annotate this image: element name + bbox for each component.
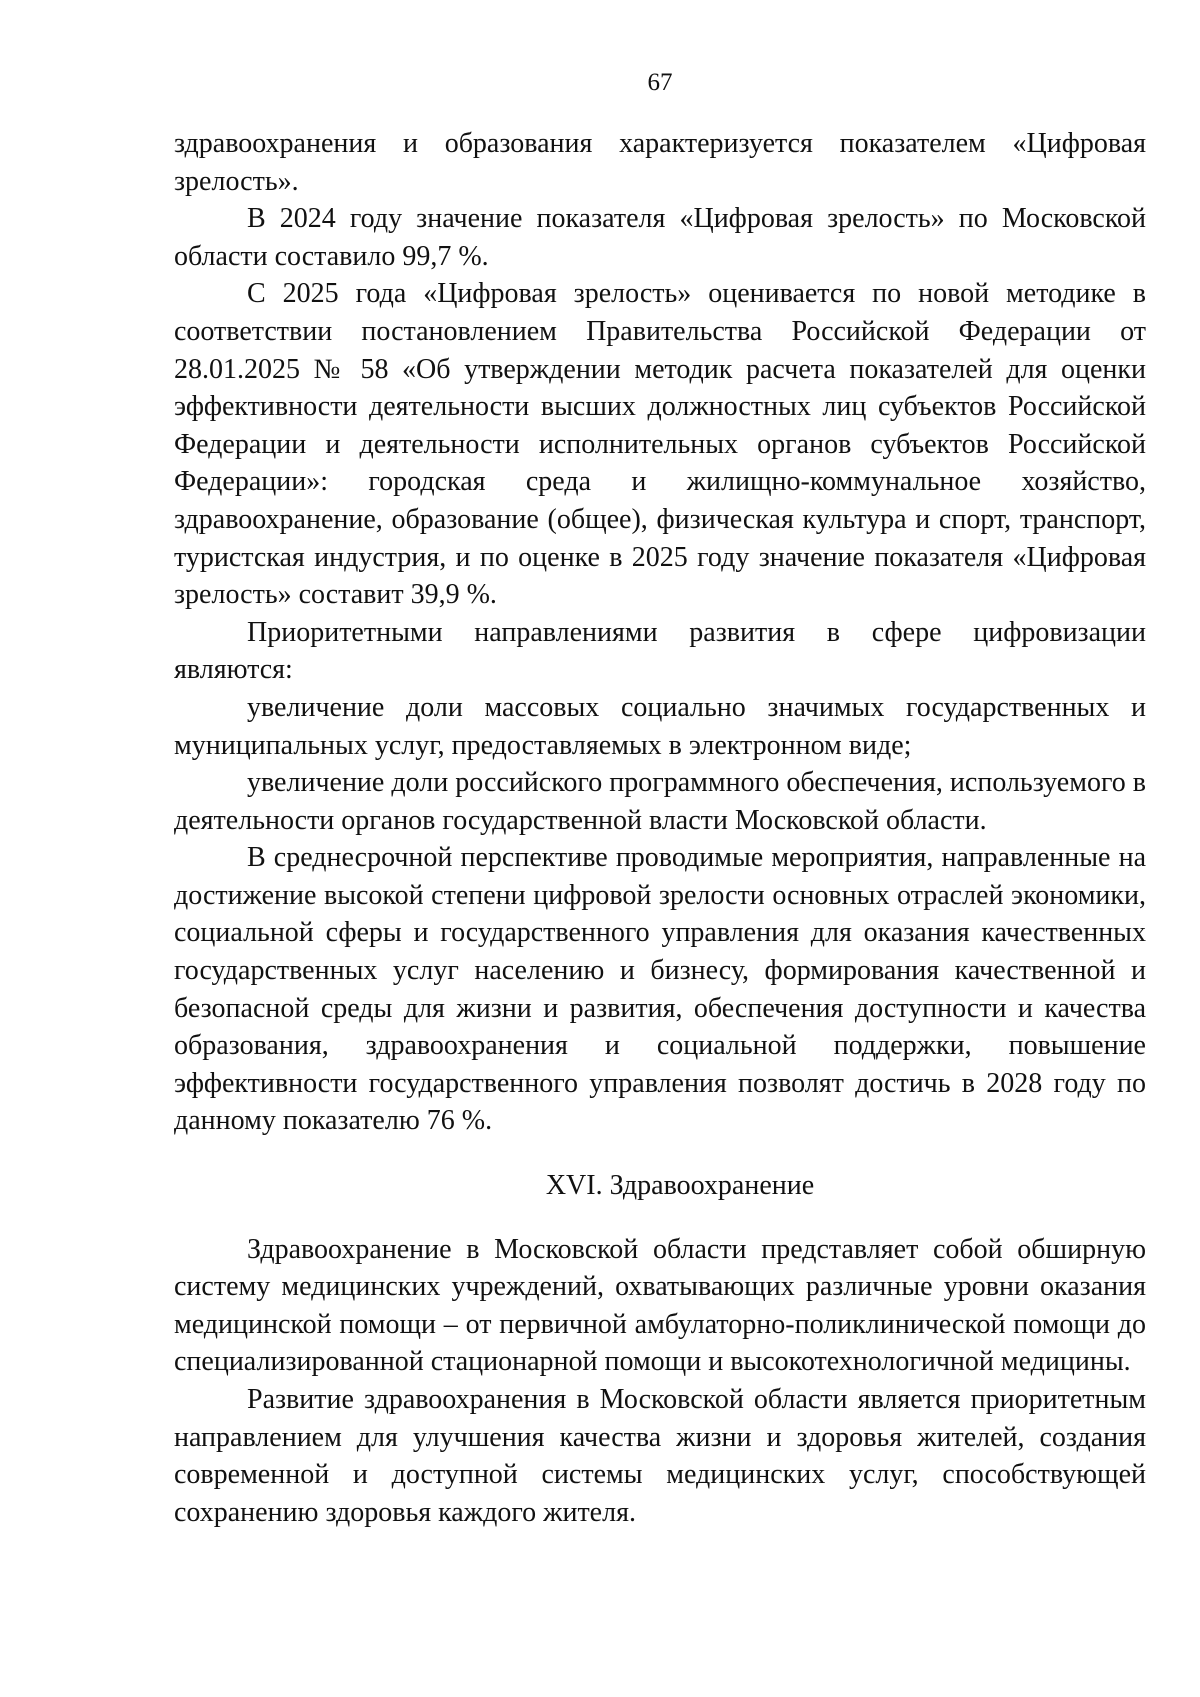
paragraph: Развитие здравоохранения в Московской области является приоритетным направлением для улучшения качества жизни и здоровья жителей, создания современной и доступной системы медицинских услуг, способствующей сохранению здоровья каждого жителя. <box>174 1384 1146 1528</box>
paragraph: В среднесрочной перспективе проводимые мероприятия, направленные на достижение высокой степени цифровой зрелости основных отраслей экономики, социальной сферы и государственного управления для оказания качественных государственных услуг населению и бизнесу, формирования качественной и безопасной среды для жизни и развития, обеспечения доступности и качества образования, здравоохранения и социальной поддержки, повышение эффективности государственного управления позволят достичь в 2028 году по данному показателю 76 %. <box>174 842 1146 1137</box>
list-paragraph: увеличение доли российского программного обеспечения, используемого в деятельности органов государственной власти Московской области. <box>174 767 1146 836</box>
paragraph: Здравоохранение в Московской области представляет собой обширную систему медицинских учреждений, охватывающих различные уровни оказания медицинской помощи – от первичной амбулаторно-поликлинической помощи до специализированной стационарной помощи и высокотехнологичной медицины. <box>174 1233 1146 1378</box>
document-body <box>174 125 1146 1531</box>
paragraph: С 2025 года «Цифровая зрелость» оценивается по новой методике в соответствии постановлением Правительства Российской Федерации от 28.01.2025 № 58 «Об утверждении методик расчета показателей для оценки эффективности деятельности высших должностных лиц субъектов Российской Федерации и деятельности исполнительных органов субъектов Российской Федерации»: городская среда и жилищно-коммунальное хозяйство, здравоохранение, образование (общее), физическая культура и спорт, транспорт, туристская индустрия, и по оценке в 2025 году значение показателя «Цифровая зрелость» составит 39,9 %. <box>174 278 1146 611</box>
section-heading: XVI. Здравоохранение <box>545 1170 815 1202</box>
paragraph: В 2024 году значение показателя «Цифровая зрелость» по Московской области составило 99,7 %. <box>174 203 1146 272</box>
paragraph: здравоохранения и образования характеризуется показателем «Цифровая зрелость». <box>174 128 1146 197</box>
list-paragraph: увеличение доли массовых социально значимых государственных и муниципальных услуг, предоставляемых в электронном виде; <box>174 691 1146 761</box>
page-number: 67 <box>647 69 673 96</box>
paragraph: Приоритетными направлениями развития в сфере цифровизации являются: <box>174 616 1146 686</box>
